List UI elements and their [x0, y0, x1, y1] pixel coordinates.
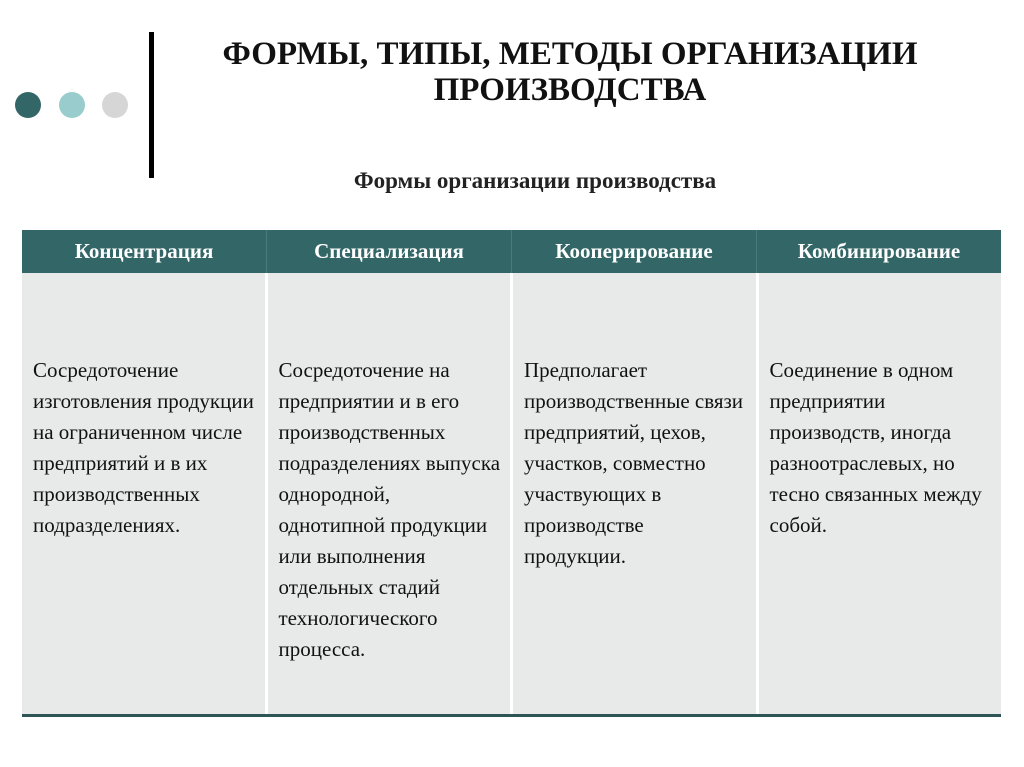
forms-table: [22, 230, 1001, 717]
header-cell: Кооперирование: [512, 230, 757, 273]
table-row: [22, 273, 1001, 717]
table-cell: Соединение в одном предприятии производств, иногда разноотраслевых, но тесно связанных между собой.: [759, 273, 1002, 714]
slide-subtitle: Формы организации производства: [353, 168, 717, 193]
header-cell: Комбинирование: [797, 239, 961, 263]
header-cell: Специализация: [267, 230, 512, 273]
decor-dot-gray: [102, 92, 128, 118]
decor-vertical-line: [149, 32, 154, 178]
decor-dot-light: [59, 92, 85, 118]
table-cell: Сосредоточение на предприятии и в его производственных подразделениях выпуска однородной, однотипной продукции или выполнения отдельных стадий технологического процесса.: [268, 273, 511, 714]
table-header-row: [22, 230, 1001, 273]
header-cell: Концентрация: [22, 230, 267, 273]
table-cell: Предполагает производственные связи предприятий, цехов, участков, совместно участвующих в производстве продукции.: [513, 273, 756, 714]
slide-title: ФОРМЫ, ТИПЫ, МЕТОДЫ ОРГАНИЗАЦИИ ПРОИЗВОДСТВА: [222, 36, 918, 108]
decor-dot-dark: [15, 92, 41, 118]
table-cell: Сосредоточение изготовления продукции на ограниченном числе предприятий и в их производственных подразделениях.: [22, 273, 265, 714]
